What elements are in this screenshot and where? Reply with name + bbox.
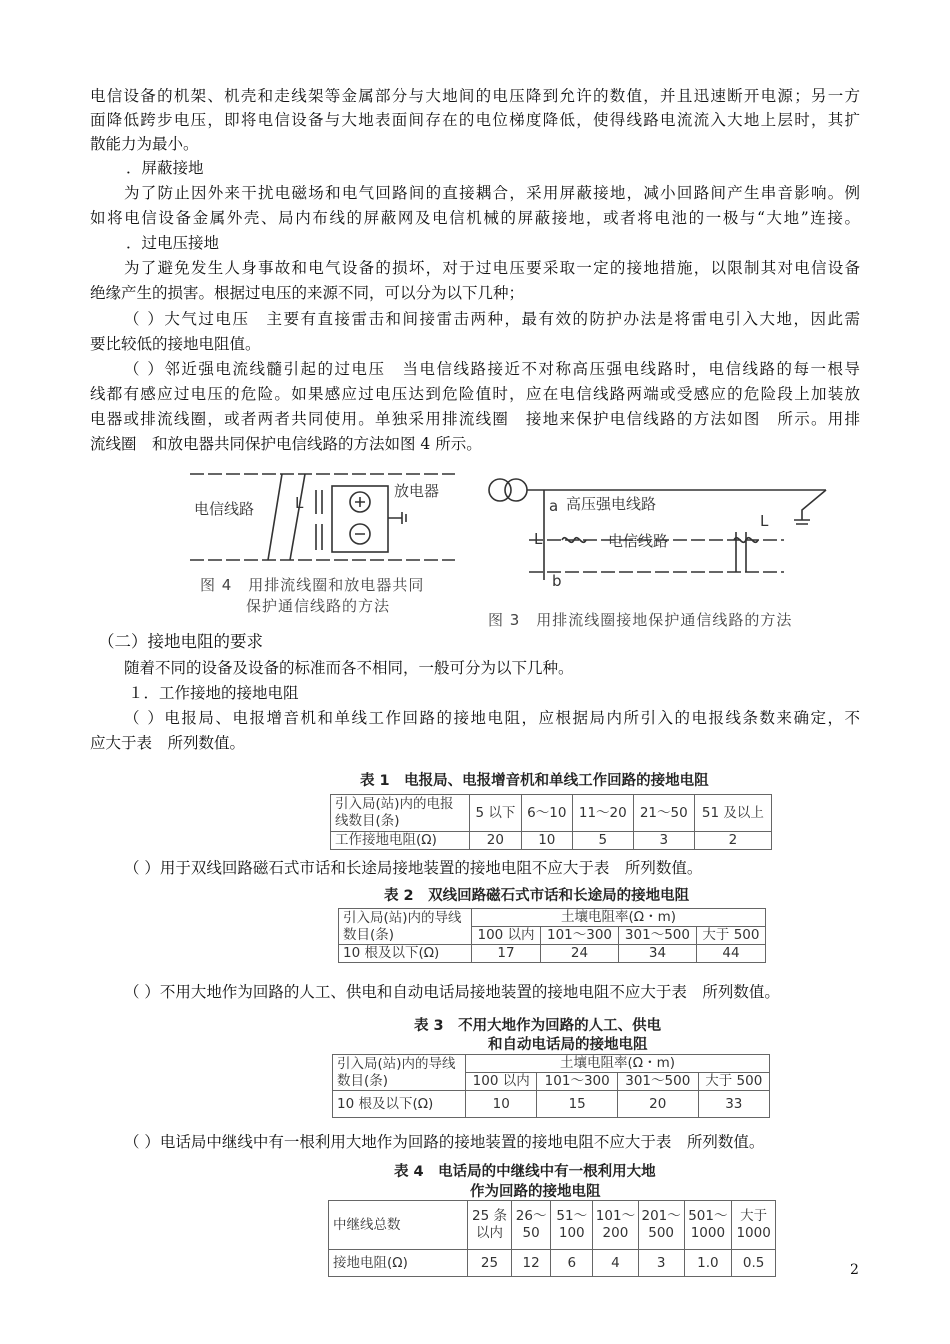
table1-caption: 表 1 电报局、电报增音机和单线工作回路的接地电阻: [360, 773, 709, 789]
fig3-label-b: b: [552, 572, 562, 590]
table-cell: 0.5: [732, 1250, 776, 1277]
fig3-label-l-left: L: [534, 530, 543, 548]
table-cell: 51～100: [551, 1201, 593, 1250]
table-cell: 20: [617, 1091, 698, 1118]
table-cell: 2: [694, 832, 771, 850]
table4-row2-header: 接地电阻(Ω): [329, 1250, 468, 1277]
table-cell: 15: [537, 1091, 618, 1118]
fig3-label-telecom-line: 电信线路: [608, 532, 669, 550]
table-cell: 26～50: [511, 1201, 551, 1250]
fig3-label-l-right: L: [760, 512, 769, 530]
text-line-19: （ ）电报局、电报增音机和单线工作回路的接地电阻，应根据局内所引入的电报线条数来确定，不: [124, 709, 860, 727]
table-row: [339, 909, 766, 927]
table-cell: 100 以内: [472, 927, 541, 945]
table-cell: 3: [633, 832, 694, 850]
table-row: [333, 1091, 770, 1118]
table-cell: 101～300: [537, 1073, 618, 1091]
table2-header-left: 引入局(站)内的导线数目(条): [339, 909, 472, 945]
table3-header-group: 土壤电阻率(Ω・m): [466, 1055, 770, 1073]
table-cell: 51 及以上: [694, 795, 771, 832]
table-cell: 12: [511, 1250, 551, 1277]
table-cell: 3: [638, 1250, 684, 1277]
fig3-caption: 图 3 用排流线圈接地保护通信线路的方法: [488, 611, 793, 629]
table-cell: 6～10: [521, 795, 572, 832]
table-cell: 301～500: [617, 1073, 698, 1091]
text-line-9: 绝缘产生的损害。根据过电压的来源不同，可以分为以下几种；: [90, 284, 525, 302]
fig4-caption-line2: 保护通信线路的方法: [246, 597, 391, 615]
text-line-15: 流线圈 和放电器共同保护电信线路的方法如图 4 所示。: [90, 435, 482, 453]
table-cell: 33: [698, 1091, 769, 1118]
text-line-1: 电信设备的机架、机壳和走线架等金属部分与大地间的电压降到允许的数值，并且迅速断开电源；另一方: [90, 87, 860, 105]
table1-row1-header: 引入局(站)内的电报线数目(条): [331, 795, 470, 832]
table-cell: 301～500: [618, 927, 696, 945]
text-line-23: （ ）电话局中继线中有一根利用大地作为回路的接地装置的接地电阻不应大于表 所列数值。: [124, 1133, 765, 1151]
table3-caption-line1: 表 3 不用大地作为回路的人工、供电: [414, 1018, 662, 1034]
text-line-21: （ ）用于双线回路磁石式市话和长途局接地装置的接地电阻不应大于表 所列数值。: [124, 859, 703, 877]
table-cell: 100 以内: [466, 1073, 537, 1091]
table-cell: 5 以下: [470, 795, 522, 832]
table-cell: 101～300: [541, 927, 619, 945]
table4-caption-line2: 作为回路的接地电阻: [470, 1184, 601, 1200]
table3-caption-line2: 和自动电话局的接地电阻: [488, 1037, 648, 1053]
table1-row2-header: 工作接地电阻(Ω): [331, 832, 470, 850]
table-row: [331, 832, 772, 850]
text-line-13: 线都有感应过电压的危险。如果感应过电压达到危险值时，应在电信线路两端或受感应的危险段上加装放: [90, 385, 860, 403]
table-cell: 大于 500: [698, 1073, 769, 1091]
text-line-5: 为了防止因外来干扰电磁场和电气回路间的直接耦合，采用屏蔽接地，减小回路间产生串音影响。例: [124, 184, 860, 202]
table4-caption-line1: 表 4 电话局的中继线中有一根利用大地: [394, 1164, 656, 1180]
fig3-label-a: a: [549, 497, 559, 515]
fig4-label-coil: L: [295, 494, 304, 512]
fig4-caption-line1: 图 4 用排流线圈和放电器共同: [200, 576, 425, 594]
table-cell: 10: [521, 832, 572, 850]
table2: [338, 908, 766, 963]
table-cell: 34: [618, 945, 696, 963]
table-cell: 25 条以内: [468, 1201, 512, 1250]
fig4-label-line: 电信线路: [194, 500, 255, 518]
table-row: [329, 1201, 776, 1250]
text-line-11: 要比较低的接地电阻值。: [90, 335, 261, 353]
table4-row1-header: 中继线总数: [329, 1201, 468, 1250]
table-row: [333, 1055, 770, 1073]
text-line-8: 为了避免发生人身事故和电气设备的损坏，对于过电压要采取一定的接地措施，以限制其对电信设备: [124, 259, 860, 277]
table-cell: 4: [593, 1250, 639, 1277]
table-cell: 1.0: [684, 1250, 732, 1277]
table-cell: 17: [472, 945, 541, 963]
table-cell: 201～500: [638, 1201, 684, 1250]
table2-row-header: 10 根及以下(Ω): [339, 945, 472, 963]
text-line-17: 随着不同的设备及设备的标准而各不相同，一般可分为以下几种。: [124, 659, 574, 677]
table-cell: 6: [551, 1250, 593, 1277]
table-cell: 11～20: [572, 795, 633, 832]
text-line-6: 如将电信设备金属外壳、局内布线的屏蔽网及电信机械的屏蔽接地，或者将电池的一极与“大地”连接。: [90, 209, 860, 227]
section-heading-overvoltage-grounding: ．过电压接地: [126, 234, 220, 252]
table2-header-group: 土壤电阻率(Ω・m): [472, 909, 766, 927]
table-cell: 25: [468, 1250, 512, 1277]
section-heading-shield-grounding: ．屏蔽接地: [126, 159, 204, 177]
table4: [328, 1200, 776, 1277]
table-cell: 大于 1000: [732, 1201, 776, 1250]
table-row: [331, 795, 772, 832]
text-line-10: （ ）大气过电压 主要有直接雷击和间接雷击两种，最有效的防护办法是将雷电引入大地，因此需: [124, 310, 860, 328]
table-cell: 101～200: [593, 1201, 639, 1250]
fig4-label-arrester: 放电器: [394, 482, 440, 500]
table3-header-left: 引入局(站)内的导线数目(条): [333, 1055, 466, 1091]
table-cell: 24: [541, 945, 619, 963]
text-line-14: 电器或排流线圈，或者两者共同使用。单独采用排流线圈 接地来保护电信线路的方法如图 所示。用排: [90, 410, 860, 428]
text-line-12: （ ）邻近强电流线髓引起的过电压 当电信线路接近不对称高压强电线路时，电信线路的每一根导: [124, 360, 860, 378]
table2-caption: 表 2 双线回路磁石式市话和长途局的接地电阻: [384, 888, 690, 904]
table3-row-header: 10 根及以下(Ω): [333, 1091, 466, 1118]
fig3-label-hv-line: 高压强电线路: [566, 495, 657, 513]
text-line-20: 应大于表 所列数值。: [90, 734, 246, 752]
subheading-working-ground: １．工作接地的接地电阻: [128, 684, 299, 702]
table-cell: 21～50: [633, 795, 694, 832]
text-line-3: 散能力为最小。: [90, 135, 199, 153]
page-number: 2: [850, 1262, 859, 1278]
text-line-2: 面降低跨步电压，即将电信设备与大地表面间存在的电位梯度降低，使得线路电流流入大地上层时，其扩: [90, 111, 860, 129]
table-cell: 44: [696, 945, 765, 963]
table-cell: 20: [470, 832, 522, 850]
table-cell: 501～1000: [684, 1201, 732, 1250]
table-cell: 10: [466, 1091, 537, 1118]
table-cell: 大于 500: [696, 927, 765, 945]
table3: [332, 1054, 770, 1118]
table1: [330, 794, 772, 850]
table-row: [329, 1250, 776, 1277]
text-line-22: （ ）不用大地作为回路的人工、供电和自动电话局接地装置的接地电阻不应大于表 所列数值。: [124, 983, 780, 1001]
table-row: [339, 945, 766, 963]
section-heading-ground-resistance: （二）接地电阻的要求: [98, 632, 263, 651]
table-cell: 5: [572, 832, 633, 850]
